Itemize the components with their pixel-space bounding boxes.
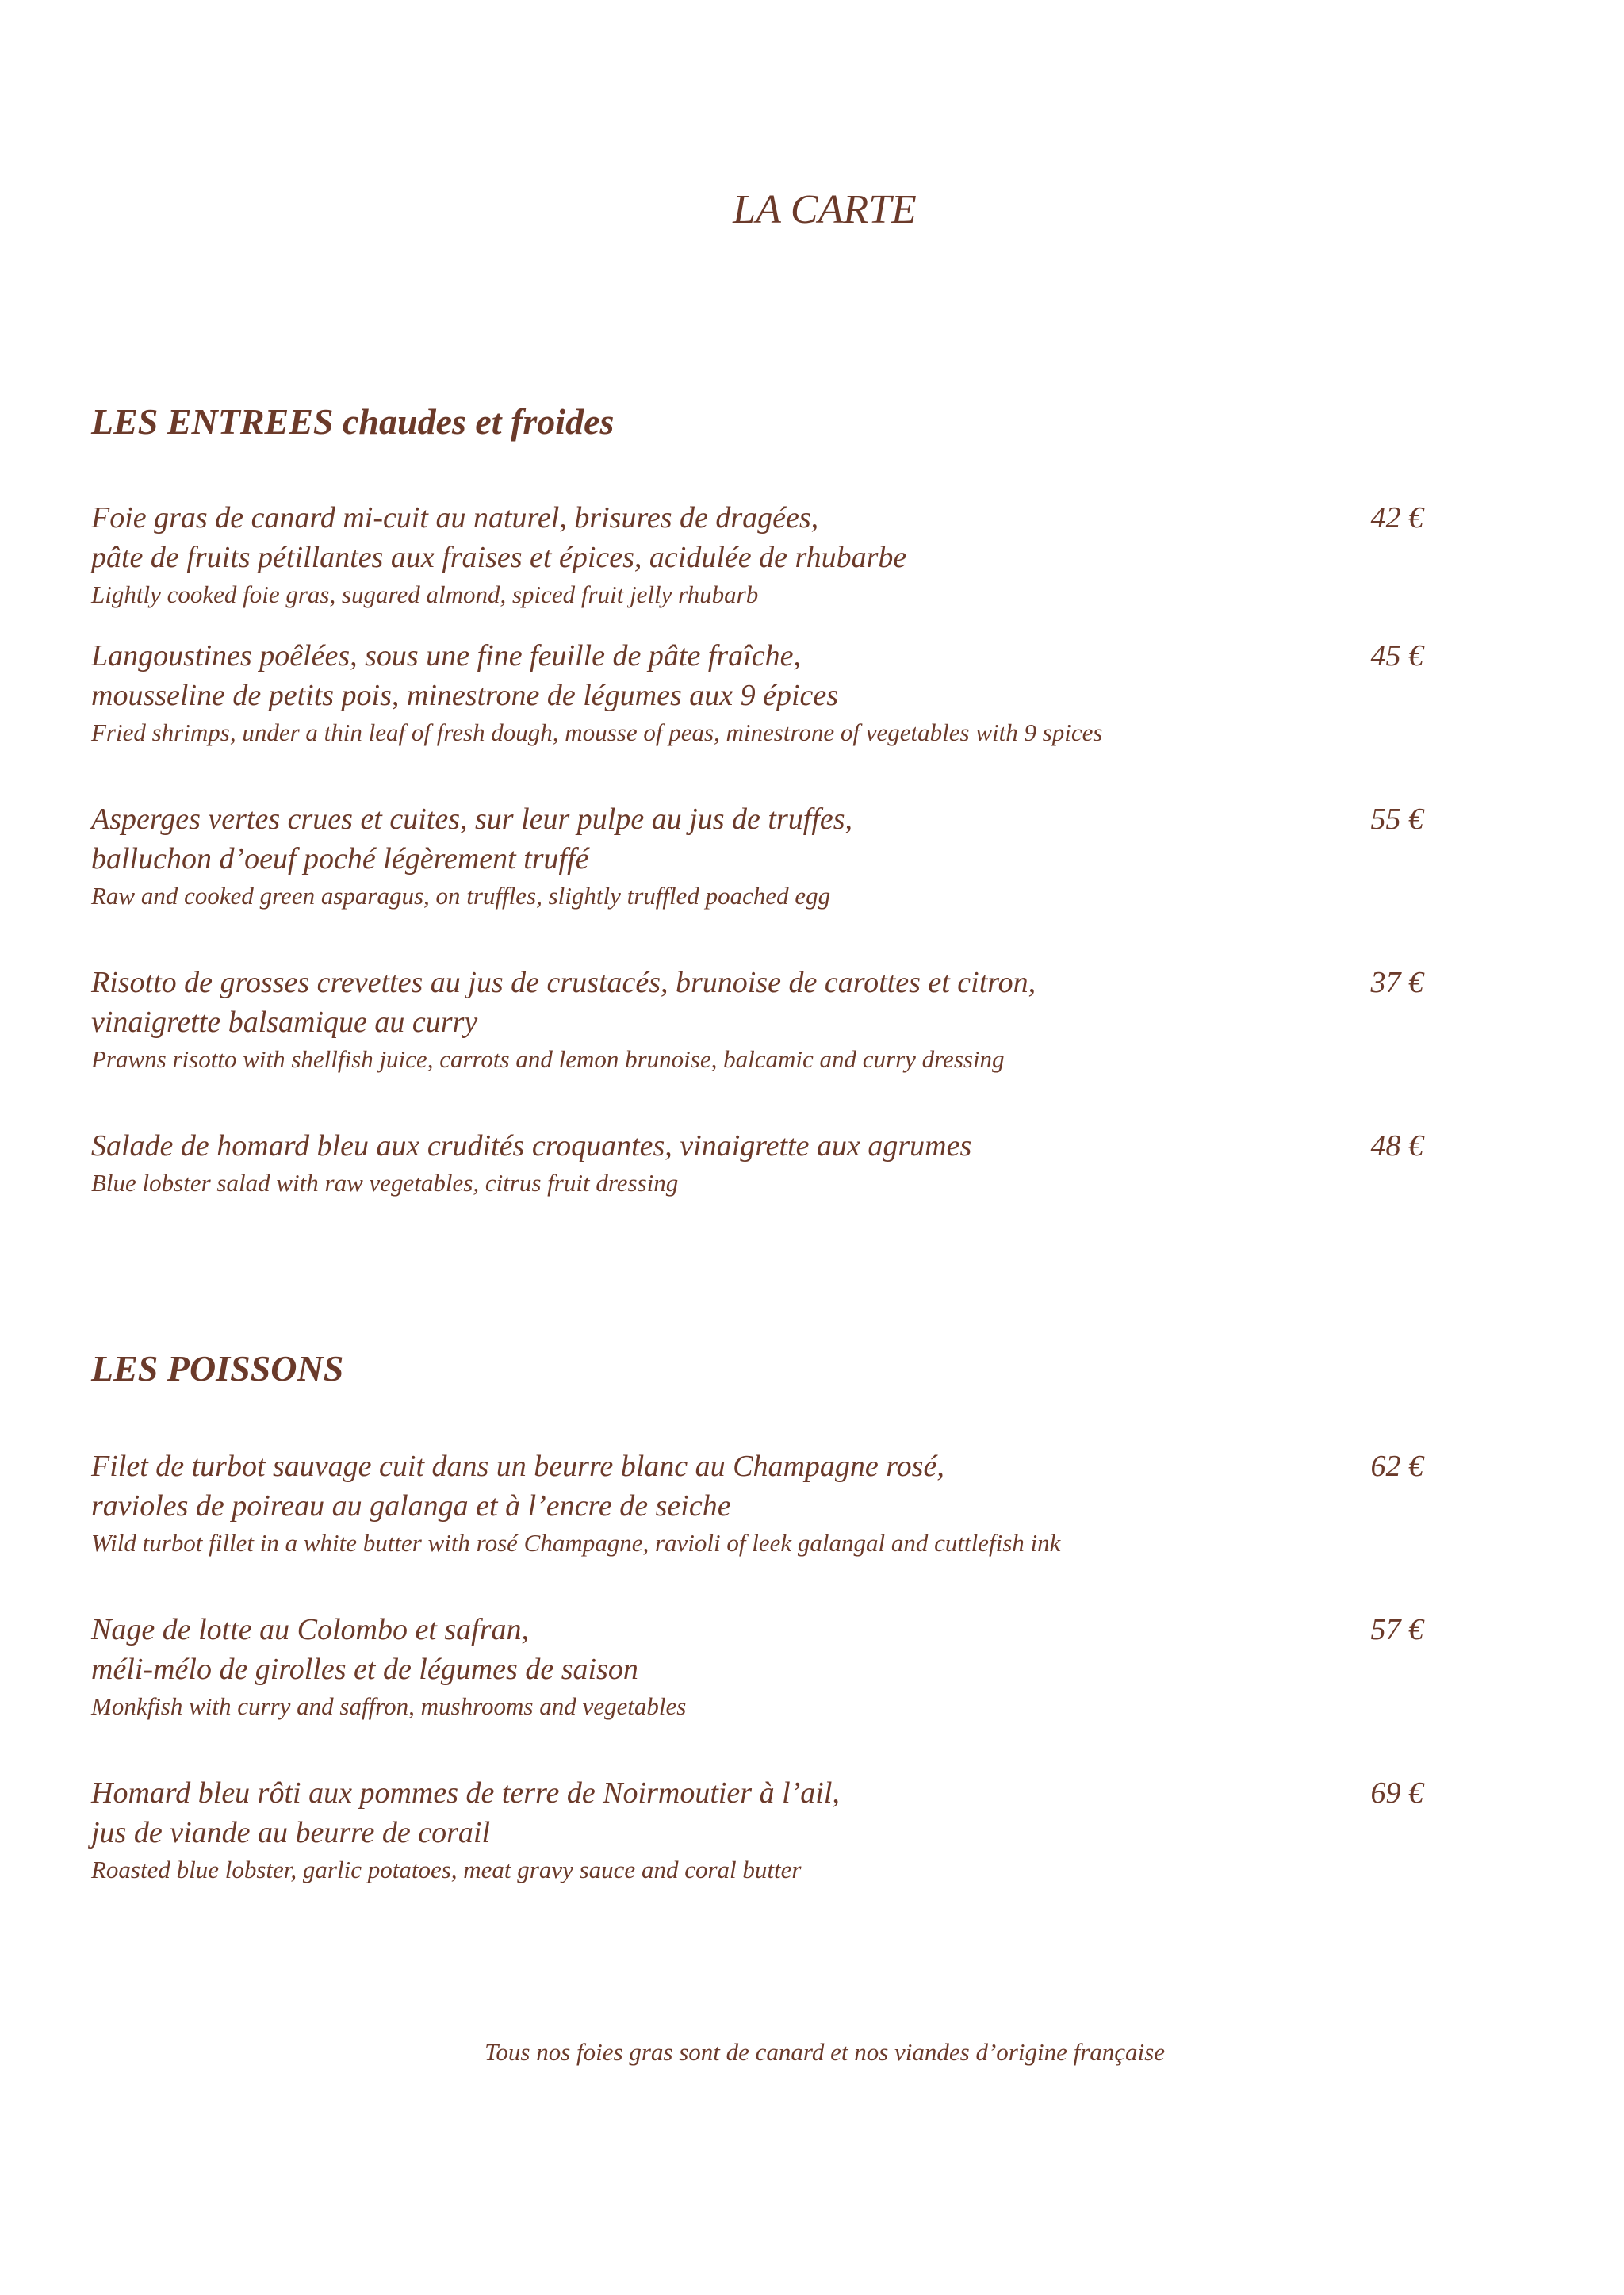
item-price: 48 € (1370, 1129, 1423, 1163)
item-name-fr: Filet de turbot sauvage cuit dans un beurre blanc au Champagne rosé, (91, 1450, 944, 1483)
footnote: Tous nos foies gras sont de canard et nos viandes d’origine française (485, 2038, 1165, 2066)
item-price: 55 € (1370, 803, 1423, 836)
item-name-fr: balluchon d’oeuf poché légèrement truffé (91, 842, 589, 875)
item-name-en: Fried shrimps, under a thin leaf of fresh dough, mousse of peas, minestrone of vegetables with 9 spices (91, 718, 1103, 746)
item-name-fr: Risotto de grosses crevettes au jus de crustacés, brunoise de carottes et citron, (91, 966, 1036, 999)
menu-item-asperges (91, 799, 1423, 912)
page-title: LA CARTE (733, 187, 917, 232)
menu-item-risotto (91, 963, 1423, 1075)
item-price: 37 € (1370, 966, 1423, 999)
item-name-fr: Asperges vertes crues et cuites, sur leur pulpe au jus de truffes, (91, 803, 853, 836)
menu-item-langoustines (91, 636, 1423, 749)
item-name-en: Monkfish with curry and saffron, mushrooms and vegetables (91, 1692, 687, 1720)
item-price: 42 € (1370, 501, 1423, 534)
item-name-en: Lightly cooked foie gras, sugared almond, spiced fruit jelly rhubarb (91, 580, 759, 608)
item-price: 57 € (1370, 1613, 1423, 1646)
item-price: 69 € (1370, 1776, 1423, 1810)
item-name-fr: Nage de lotte au Colombo et safran, (91, 1613, 530, 1646)
item-name-en: Roasted blue lobster, garlic potatoes, meat gravy sauce and coral butter (91, 1856, 802, 1883)
section-heading-poissons: LES POISSONS (91, 1348, 344, 1389)
item-name-fr: mousseline de petits pois, minestrone de légumes aux 9 épices (91, 679, 839, 712)
item-name-en: Raw and cooked green asparagus, on truffles, slightly truffled poached egg (91, 882, 831, 910)
item-name-fr: ravioles de poireau au galanga et à l’encre de seiche (91, 1489, 731, 1523)
item-name-fr: pâte de fruits pétillantes aux fraises et épices, acidulée de rhubarbe (91, 541, 907, 574)
menu-item-lotte (91, 1610, 1423, 1722)
menu-item-foie-gras (91, 498, 1423, 611)
item-name-fr: méli-mélo de girolles et de légumes de saison (91, 1653, 638, 1686)
section-heading-entrees: LES ENTREES chaudes et froides (91, 401, 615, 442)
menu-item-salade-homard (91, 1126, 1423, 1199)
menu-item-turbot (91, 1446, 1423, 1559)
item-name-fr: Salade de homard bleu aux crudités croquantes, vinaigrette aux agrumes (91, 1129, 972, 1163)
item-name-fr: jus de viande au beurre de corail (91, 1816, 491, 1849)
item-name-en: Prawns risotto with shellfish juice, carrots and lemon brunoise, balcamic and curry dressing (91, 1045, 1005, 1073)
item-name-en: Blue lobster salad with raw vegetables, citrus fruit dressing (91, 1169, 679, 1197)
item-price: 45 € (1370, 639, 1423, 672)
item-name-en: Wild turbot fillet in a white butter with rosé Champagne, ravioli of leek galangal and cuttlefish ink (91, 1529, 1061, 1557)
menu-item-homard-roti (91, 1773, 1423, 1886)
item-price: 62 € (1370, 1450, 1423, 1483)
item-name-fr: vinaigrette balsamique au curry (91, 1006, 478, 1039)
item-name-fr: Homard bleu rôti aux pommes de terre de Noirmoutier à l’ail, (91, 1776, 840, 1810)
item-name-fr: Langoustines poêlées, sous une fine feuille de pâte fraîche, (91, 639, 801, 672)
item-name-fr: Foie gras de canard mi-cuit au naturel, brisures de dragées, (91, 501, 819, 534)
